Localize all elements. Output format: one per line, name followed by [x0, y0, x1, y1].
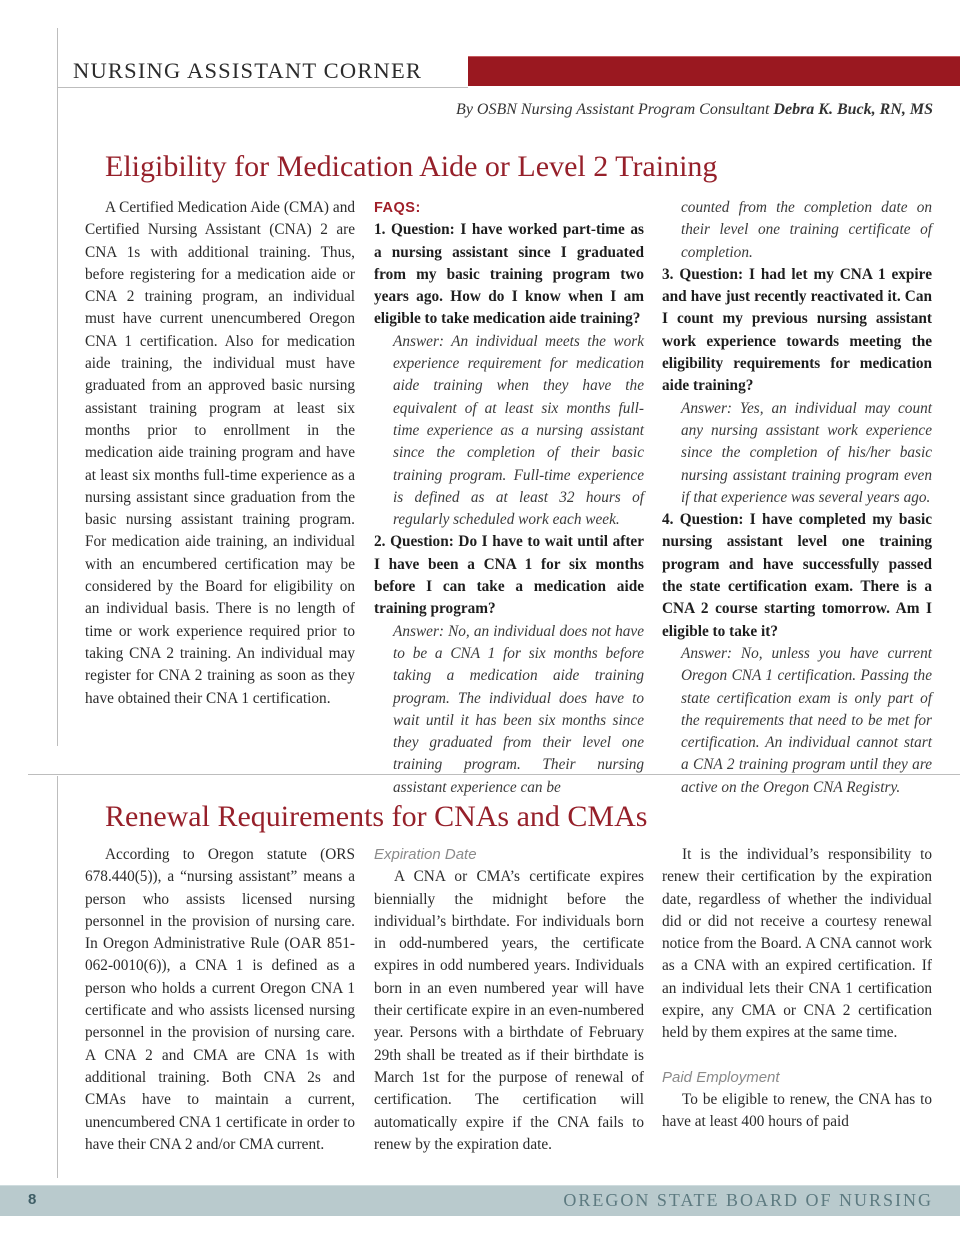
expiration-date-heading: Expiration Date	[374, 846, 477, 863]
page-number: 8	[28, 1191, 37, 1208]
left-margin-rule	[57, 28, 58, 746]
section-header	[57, 56, 960, 88]
article-title-renewal: Renewal Requirements for CNAs and CMAs	[105, 800, 648, 833]
faq-question-1: 1. Question: I have worked part-time as a nursing assistant since I graduated from my basic training program two years ago. How do I know when I am eligible to take medication aide training?	[374, 221, 644, 328]
article2-column-3	[662, 844, 932, 1134]
article-title-eligibility: Eligibility for Medication Aide or Level 2 Training	[105, 150, 718, 183]
article2-column-1	[85, 844, 355, 1156]
section-header-band	[468, 56, 960, 86]
article2-column-2	[374, 844, 644, 1156]
faq-answer-2: Answer: No, an individual does not have to be a CNA 1 for six months before taking a medication aide training program. The individual does have to wait until it has been six months since they graduated from their level one training program. Their nursing assistant experience can be	[393, 622, 644, 796]
section-header-label: NURSING ASSISTANT CORNER	[73, 58, 423, 83]
byline	[456, 101, 933, 119]
footer-organization: OREGON STATE BOARD OF NURSING	[563, 1190, 933, 1210]
paid-employment-body: To be eligible to renew, the CNA has to have at least 400 hours of paid	[662, 1090, 932, 1131]
faq-question-3: 3. Question: I had let my CNA 1 expire and have just recently reactivated it. Can I count my previous nursing assistant work experience towards meeting the eligibility requirements for medication aide training?	[662, 265, 932, 395]
faq-question-4: 4. Question: I have completed my basic nursing assistant level one training program and have successfully passed the state certification exam. There is a CNA 2 course starting tomorrow. Am I eligible to take it?	[662, 511, 932, 640]
faq-question-2: 2. Question: Do I have to wait until after I have been a CNA 1 for six months before I can take a medication aide training program?	[374, 533, 644, 618]
left-margin-rule-lower	[57, 776, 58, 1178]
article1-column-3	[662, 197, 932, 799]
section-header-underline	[57, 87, 468, 88]
paragraph-gap	[662, 1045, 932, 1067]
byline-prefix: By OSBN Nursing Assistant Program Consultant	[456, 101, 774, 118]
byline-author: Debra K. Buck, RN, MS	[773, 101, 933, 118]
article1-column-1	[85, 197, 355, 710]
renewal-responsibility-body: It is the individual’s responsibility to renew their certification by the expiration date, regardless of whether the individual did or did not receive a courtesy renewal notice from the Board. A CNA cannot work as a CNA with an expired certification. If an individual lets their CNA 1 certification expire, any CMA or CNA 2 certification held by them expires at the same time.	[662, 846, 932, 1042]
paid-employment-heading: Paid Employment	[662, 1068, 780, 1086]
article1-intro: A Certified Medication Aide (CMA) and Certified Nursing Assistant (CNA) 2 are CNA 1s with additional training. Thus, before registering for a medication aide or CNA 2 training program, an individual must have current unencumbered Oregon CNA 1 certification. Also for medication aide training, the individual must have graduated from an approved basic nursing assistant training program at least six months prior to enrollment in the medication aide training program and have at least six months full-time experience as a nursing assistant since graduation from the basic nursing assistant training program. For medication aide training, an individual with an encumbered certification may be considered by the Board for eligibility on an individual basis. There is no length of time or work experience required prior to taking CNA 2 training. An individual may register for CNA 2 training as soon as they have obtained their CNA 1 certification.	[85, 199, 355, 707]
faq-answer-1: Answer: An individual meets the work experience requirement for medication aide training when they have the equivalent of at least six months full-time experience as a nursing assistant since the completion of their basic training program. Full-time experience is defined as at least 32 hours of regularly scheduled work each week.	[393, 332, 644, 529]
page-footer	[0, 1185, 960, 1216]
article1-column-2	[374, 197, 644, 799]
faq-answer-3: Answer: Yes, an individual may count any nursing assistant work experience since the completion of his/her basic nursing assistant training program even if that experience was several years ago.	[681, 399, 932, 506]
faq-answer-4: Answer: No, unless you have current Oregon CNA 1 certification. Passing the state certification exam is only part of the requirements that need to be met for certification. An individual cannot start a CNA 2 training program until they are active on the Oregon CNA Registry.	[681, 644, 932, 796]
expiration-date-body: A CNA or CMA’s certificate expires biennially the midnight before the individual’s birthdate. For individuals born in odd-numbered years, the certificate expires in odd numbered years. Individuals born in an even numbered year will have their certificate expire in an even-numbered year. Persons with a birthdate of February 29th shall be treated as if their birthdate is March 1st for the purpose of renewal of certification. The certification will automatically expire if the CNA fails to renew by the expiration date.	[374, 868, 644, 1153]
section-divider	[28, 774, 960, 775]
faq-answer-2-continued: counted from the completion date on their level one training certificate of completion.	[681, 199, 932, 261]
article2-intro: According to Oregon statute (ORS 678.440(5)), a “nursing assistant” means a person who assists licensed nursing personnel in the provision of nursing care. In Oregon Administrative Rule (OAR 851-062-0010(6)), a CNA 1 is defined as a person who holds a current Oregon CNA 1 certificate and who assists licensed nursing personnel in the provision of nursing care. A CNA 2 and CMA are CNA 1s with additional training. Both CNA 2s and CMAs have to maintain a current, unencumbered CNA 1 certificate in order to have their CNA 2 and/or CMA current.	[85, 846, 355, 1153]
faqs-heading: FAQS:	[374, 200, 421, 216]
